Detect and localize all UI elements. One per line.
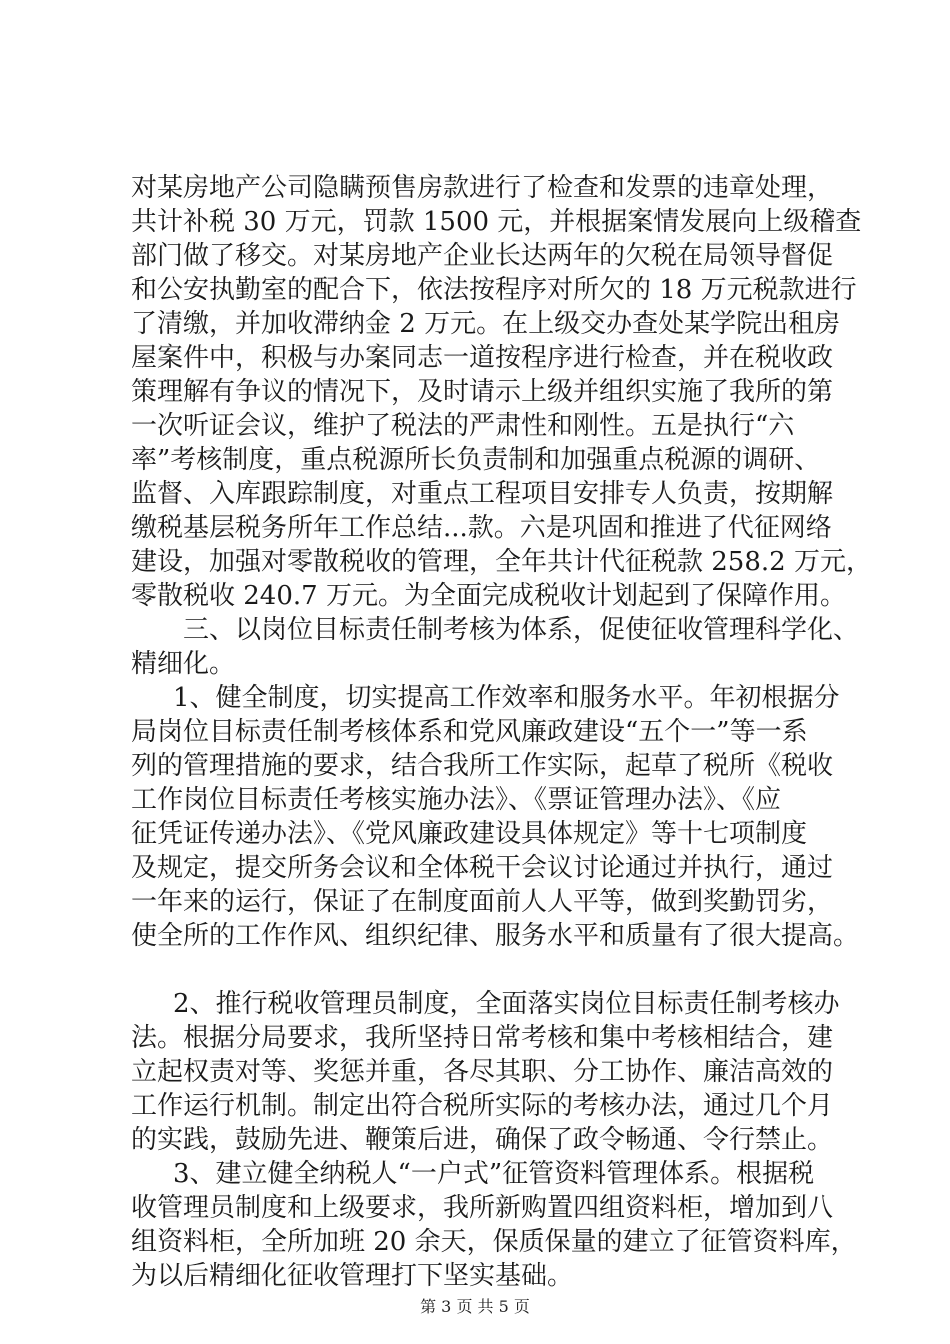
text-line: 率”考核制度，重点税源所长负责制和加强重点税源的调研、 — [131, 445, 821, 475]
text-line: 共计补税 30 万元，罚款 1500 元，并根据案情发展向上级稽查 — [131, 207, 862, 237]
text-line: 部门做了移交。对某房地产企业长达两年的欠税在局领导督促 — [131, 241, 834, 271]
text-line: 一年来的运行，保证了在制度面前人人平等，做到奖勤罚劣， — [131, 887, 834, 917]
text-line: 精细化。 — [131, 649, 236, 679]
text-line: 建设，加强对零散税收的管理，全年共计代征税款 258.2 万元， — [131, 547, 872, 577]
text-line: 工作岗位目标责任考核实施办法》、《票证管理办法》、《应 — [131, 785, 782, 815]
text-line: 缴税基层税务所年工作总结...款。六是巩固和推进了代征网络 — [131, 513, 832, 543]
text-line: 零散税收 240.7 万元。为全面完成税收计划起到了保障作用。 — [131, 581, 846, 611]
text-line: 收管理员制度和上级要求，我所新购置四组资料柜，增加到八 — [131, 1193, 834, 1223]
text-line: 局岗位目标责任制考核体系和党风廉政建设“五个一”等一系 — [131, 717, 808, 747]
text-line: 监督、入库跟踪制度，对重点工程项目安排专人负责，按期解 — [131, 479, 834, 509]
text-line: 及规定，提交所务会议和全体税干会议讨论通过并执行，通过 — [131, 853, 834, 883]
text-line: 为以后精细化征收管理打下坚实基础。 — [131, 1261, 574, 1291]
text-line: 了清缴，并加收滞纳金 2 万元。在上级交办查处某学院出租房 — [131, 309, 841, 339]
paragraph-start: 3、建立健全纳税人“一户式”征管资料管理体系。根据税 — [173, 1159, 815, 1189]
text-line: 对某房地产公司隐瞒预售房款进行了检查和发票的违章处理， — [131, 173, 834, 203]
text-line: 的实践，鼓励先进、鞭策后进，确保了政令畅通、令行禁止。 — [131, 1125, 834, 1155]
text-line: 列的管理措施的要求，结合我所工作实际，起草了税所《税收 — [131, 751, 834, 781]
text-line: 使全所的工作作风、组织纪律、服务水平和质量有了很大提高。 — [131, 921, 860, 951]
section-heading: 三、以岗位目标责任制考核为体系，促使征收管理科学化、 — [183, 615, 860, 645]
page-footer: 第 3 页 共 5 页 — [420, 1297, 530, 1316]
text-line: 和公安执勤室的配合下，依法按程序对所欠的 18 万元税款进行 — [131, 275, 857, 305]
text-line: 工作运行机制。制定出符合税所实际的考核办法，通过几个月 — [131, 1091, 834, 1121]
text-line: 立起权责对等、奖惩并重，各尽其职、分工协作、廉洁高效的 — [131, 1057, 834, 1087]
text-line: 征凭证传递办法》、《党风廉政建设具体规定》等十七项制度 — [131, 819, 808, 849]
text-line: 法。根据分局要求，我所坚持日常考核和集中考核相结合，建 — [131, 1023, 834, 1053]
paragraph-start: 2、推行税收管理员制度，全面落实岗位目标责任制考核办 — [173, 989, 840, 1019]
paragraph-start: 1、健全制度，切实提高工作效率和服务水平。年初根据分 — [173, 683, 840, 713]
text-line: 策理解有争议的情况下，及时请示上级并组织实施了我所的第 — [131, 377, 834, 407]
text-line: 屋案件中，积极与办案同志一道按程序进行检查，并在税收政 — [131, 343, 834, 373]
text-line: 一次听证会议，维护了税法的严肃性和刚性。五是执行“六 — [131, 411, 795, 441]
text-line: 组资料柜，全所加班 20 余天，保质保量的建立了征管资料库， — [131, 1227, 857, 1257]
